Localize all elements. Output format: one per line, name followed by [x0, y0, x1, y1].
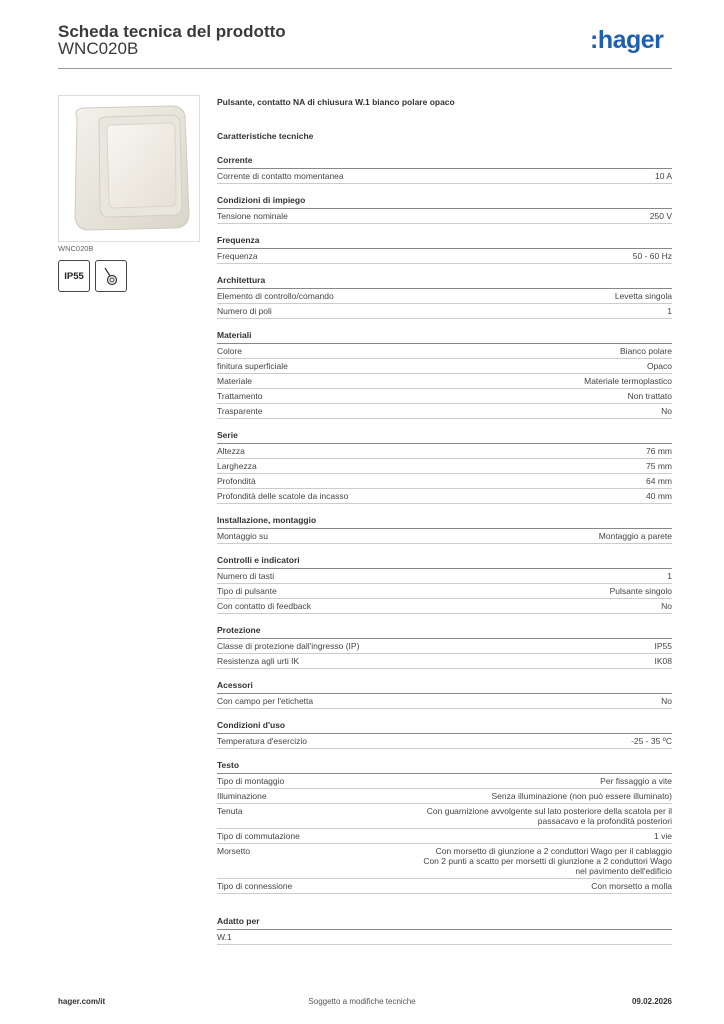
spec-section-title: Acessori — [217, 680, 672, 694]
spec-row — [217, 444, 672, 459]
spec-value: 1 — [667, 571, 672, 581]
spec-value: IP55 — [654, 641, 672, 651]
spec-label: Illuminazione — [217, 791, 267, 801]
spec-label: Tipo di commutazione — [217, 831, 300, 841]
spec-value: 75 mm — [646, 461, 672, 471]
spec-row — [217, 459, 672, 474]
spec-label: Elemento di controllo/comando — [217, 291, 334, 301]
spec-value: Con morsetto a molla — [591, 881, 672, 891]
impact-resistance-icon — [95, 260, 127, 292]
spec-value: Levetta singola — [614, 291, 672, 301]
spec-label: Resistenza agli urti IK — [217, 656, 300, 666]
spec-row — [217, 930, 672, 945]
spec-label: Trattamento — [217, 391, 263, 401]
spec-value: -25 - 35 ºC — [631, 736, 672, 746]
spec-row — [217, 584, 672, 599]
spec-value: 50 - 60 Hz — [632, 251, 672, 261]
spec-value: Per fissaggio a vite — [600, 776, 672, 786]
spec-section — [217, 680, 672, 709]
spec-section-title: Adatto per — [217, 916, 672, 930]
spec-row — [217, 774, 672, 789]
spec-label: Tipo di montaggio — [217, 776, 285, 786]
spec-section-title: Testo — [217, 760, 672, 774]
spec-value: Bianco polare — [620, 346, 672, 356]
spec-label: Con campo per l'etichetta — [217, 696, 314, 706]
spec-value: 10 A — [654, 171, 672, 181]
spec-label: Profondità delle scatole da incasso — [217, 491, 349, 501]
spec-row — [217, 344, 672, 359]
spec-value: No — [661, 696, 672, 706]
spec-value: Montaggio a parete — [598, 531, 672, 541]
spec-row — [217, 404, 672, 419]
spec-section-title: Condizioni d'uso — [217, 720, 672, 734]
spec-row — [217, 569, 672, 584]
spec-value: 250 V — [649, 211, 672, 221]
spec-label: Numero di poli — [217, 306, 272, 316]
spec-value: Con morsetto di giunzione a 2 conduttori Wago per il cablaggio Con 2 punti a scatto per morsetti di giunzione a 2 conduttori Wago nel pavimento dell'edificio — [423, 846, 672, 876]
product-description: Pulsante, contatto NA di chiusura W.1 bianco polare opaco — [217, 97, 455, 107]
spec-value: Opaco — [646, 361, 672, 371]
spec-section — [217, 720, 672, 749]
spec-row — [217, 654, 672, 669]
spec-row — [217, 879, 672, 894]
spec-row — [217, 209, 672, 224]
technical-characteristics-heading: Caratteristiche tecniche — [217, 131, 314, 141]
spec-value: Pulsante singolo — [609, 586, 672, 596]
spec-label: Numero di tasti — [217, 571, 275, 581]
spec-label: Tensione nominale — [217, 211, 288, 221]
spec-value: Non trattato — [627, 391, 672, 401]
spec-label: W.1 — [217, 932, 232, 942]
spec-row — [217, 529, 672, 544]
spec-row — [217, 599, 672, 614]
spec-section — [217, 235, 672, 264]
spec-section — [217, 195, 672, 224]
spec-label: Materiale — [217, 376, 252, 386]
spec-value: Materiale termoplastico — [584, 376, 672, 386]
spec-section — [217, 515, 672, 544]
spec-label: Temperatura d'esercizio — [217, 736, 307, 746]
spec-label: Corrente di contatto momentanea — [217, 171, 344, 181]
spec-label: Montaggio su — [217, 531, 269, 541]
ip-rating-badge: IP55 — [58, 260, 90, 292]
spec-value: IK08 — [654, 656, 672, 666]
spec-label: Tenuta — [217, 806, 243, 816]
spec-section-title: Corrente — [217, 155, 672, 169]
spec-label: Con contatto di feedback — [217, 601, 312, 611]
spec-label: Altezza — [217, 446, 245, 456]
spec-row — [217, 844, 672, 879]
spec-section-title: Materiali — [217, 330, 672, 344]
spec-section — [217, 155, 672, 184]
specification-table — [217, 96, 672, 945]
spec-row — [217, 734, 672, 749]
header-divider — [58, 68, 672, 69]
spec-label: Frequenza — [217, 251, 258, 261]
spec-value: 76 mm — [646, 446, 672, 456]
spec-value: No — [661, 406, 672, 416]
spec-section-title: Architettura — [217, 275, 672, 289]
spec-label: Profondità — [217, 476, 256, 486]
product-image — [58, 95, 200, 242]
spec-label: Colore — [217, 346, 243, 356]
spec-row — [217, 304, 672, 319]
spec-section-title: Controlli e indicatori — [217, 555, 672, 569]
product-code: WNC020B — [58, 39, 139, 58]
spec-row — [217, 389, 672, 404]
spec-section — [217, 760, 672, 894]
spec-label: Trasparente — [217, 406, 263, 416]
spec-row — [217, 359, 672, 374]
spec-row — [217, 694, 672, 709]
spec-value: No — [661, 601, 672, 611]
spec-row — [217, 639, 672, 654]
spec-section — [217, 275, 672, 319]
spec-section-title: Installazione, montaggio — [217, 515, 672, 529]
footer-date: 09.02.2026 — [631, 997, 672, 1006]
spec-label: Morsetto — [217, 846, 251, 856]
spec-row — [217, 249, 672, 264]
spec-row — [217, 489, 672, 504]
spec-row — [217, 474, 672, 489]
footer-notice: Soggetto a modifiche tecniche — [308, 997, 416, 1006]
spec-value: 1 — [667, 306, 672, 316]
spec-label: Classe di protezione dall'ingresso (IP) — [217, 641, 360, 651]
spec-row — [217, 374, 672, 389]
spec-label: finitura superficiale — [217, 361, 288, 371]
spec-row — [217, 289, 672, 304]
spec-label: Tipo di pulsante — [217, 586, 277, 596]
document-title: Scheda tecnica del prodotto — [58, 22, 286, 41]
spec-value: Senza illuminazione (non può essere illuminato) — [491, 791, 672, 801]
spec-value: 40 mm — [646, 491, 672, 501]
spec-section-title: Frequenza — [217, 235, 672, 249]
spec-section-title: Condizioni di impiego — [217, 195, 672, 209]
spec-row — [217, 789, 672, 804]
footer-website: hager.com/it — [58, 997, 106, 1006]
spec-label: Tipo di connessione — [217, 881, 293, 891]
spec-section — [217, 625, 672, 669]
spec-section — [217, 916, 672, 945]
hager-logo: :hager — [590, 26, 664, 54]
spec-row — [217, 829, 672, 844]
spec-value: Con guarnizione avvolgente sul lato posteriore della scatola per il passacavo e la profondità posteriori — [426, 806, 672, 826]
spec-section-title: Serie — [217, 430, 672, 444]
spec-section — [217, 430, 672, 504]
spec-value: 64 mm — [646, 476, 672, 486]
spec-label: Larghezza — [217, 461, 257, 471]
spec-row — [217, 169, 672, 184]
spec-section — [217, 330, 672, 419]
product-image-caption: WNC020B — [58, 244, 94, 253]
spec-value: 1 vie — [654, 831, 672, 841]
spec-section-title: Protezione — [217, 625, 672, 639]
spec-row — [217, 804, 672, 829]
push-button-illustration — [59, 96, 199, 241]
spec-section — [217, 555, 672, 614]
